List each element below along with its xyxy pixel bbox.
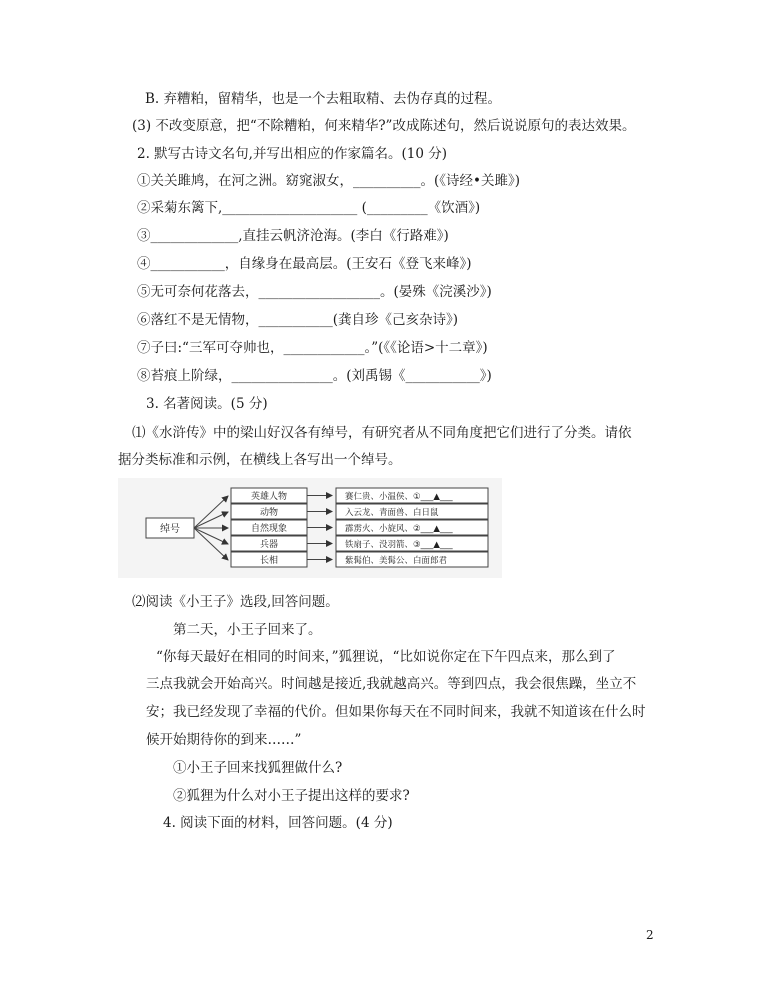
- passage-line-3: 三点我就会开始高兴。时间越是接近,我就越高兴。等到四点，我会很焦躁，坐立不: [146, 676, 637, 692]
- diagram-example-boxes: [336, 488, 488, 567]
- question-4-heading: 4. 阅读下面的材料，回答问题。(4 分): [163, 815, 393, 831]
- diagram-category-4: 兵器: [259, 540, 279, 550]
- poem-line-7: ⑦子曰:“三军可夺帅也，____________。”(《《论语>十二章》): [137, 340, 488, 356]
- passage-line-2: “你每天最好在相同的时间来，”狐狸说，“比如说你定在下午四点来，那么到了: [156, 649, 616, 665]
- poem-line-2: ②采菊东篱下,____________________ (_________《饮酒》): [137, 200, 481, 216]
- poem-line-5: ⑤无可奈何花落去，__________________。(晏殊《浣溪沙》): [137, 284, 492, 300]
- passage-line-1: 第二天，小王子回来了。: [173, 622, 322, 638]
- diagram-example-5: 紫髯伯、美髯公、白面郎君: [345, 556, 448, 566]
- option-b-text: B. 弃糟粕，留精华，也是一个去粗取精、去伪存真的过程。: [145, 91, 502, 107]
- diagram-root-label: 绰号: [160, 524, 180, 535]
- diagram-example-1: 赛仁贵、小温侯、①___▲___: [345, 492, 453, 502]
- passage-line-5: 候开始期待你的到来……”: [146, 732, 302, 748]
- diagram-example-4: 铁扇子、没羽箭、③___▲___: [345, 540, 453, 550]
- diagram-root-box: [146, 518, 194, 538]
- poem-line-3: ③_____________,直挂云帆济沧海。(李白《行路难》): [137, 228, 449, 244]
- poem-line-8: ⑧苔痕上阶绿，_______________。(刘禹锡《___________》): [137, 368, 492, 384]
- question-3-2: ⑵阅读《小王子》选段,回答问题。: [132, 594, 339, 610]
- question-1-3: (3) 不改变原意，把“不除糟粕，何来精华?”改成陈述句，然后说说原句的表达效果。: [132, 118, 636, 134]
- diagram-example-2: 入云龙、青面兽、白日鼠: [345, 508, 439, 518]
- question-3-1-line-1: ⑴《水浒传》中的梁山好汉各有绰号，有研究者从不同角度把它们进行了分类。请依: [132, 425, 632, 441]
- diagram-category-3: 自然现象: [250, 524, 288, 534]
- question-2-heading: 2. 默写古诗文名句,并写出相应的作家篇名。(10 分): [137, 146, 447, 162]
- question-3-heading: 3. 名著阅读。(5 分): [146, 396, 268, 412]
- diagram-category-boxes: [231, 488, 307, 567]
- nickname-classification-diagram: [118, 478, 502, 578]
- diagram-category-1: 英雄人物: [250, 492, 288, 502]
- sub-question-2: ②狐狸为什么对小王子提出这样的要求?: [173, 788, 410, 804]
- poem-line-4: ④___________，自缘身在最高层。(王安石《登飞来峰》): [137, 256, 472, 272]
- poem-line-6: ⑥落红不是无情物，___________(龚自珍《己亥杂诗》): [137, 312, 459, 328]
- sub-question-1: ①小王子回来找狐狸做什么?: [173, 760, 343, 776]
- passage-line-4: 安；我已经发现了幸福的代价。但如果你每天在不同时间来，我就不知道该在什么时: [146, 704, 646, 720]
- diagram-example-3: 霹雳火、小旋风、②___▲___: [345, 524, 453, 534]
- diagram-category-5: 长相: [259, 556, 279, 566]
- diagram-category-2: 动物: [259, 508, 279, 518]
- question-3-1-line-2: 据分类标准和示例，在横线上各写出一个绰号。: [118, 452, 402, 468]
- page-number: 2: [646, 928, 654, 942]
- poem-line-1: ①关关雎鸠，在河之洲。窈窕淑女，__________。(《诗经•关雎》): [137, 173, 520, 189]
